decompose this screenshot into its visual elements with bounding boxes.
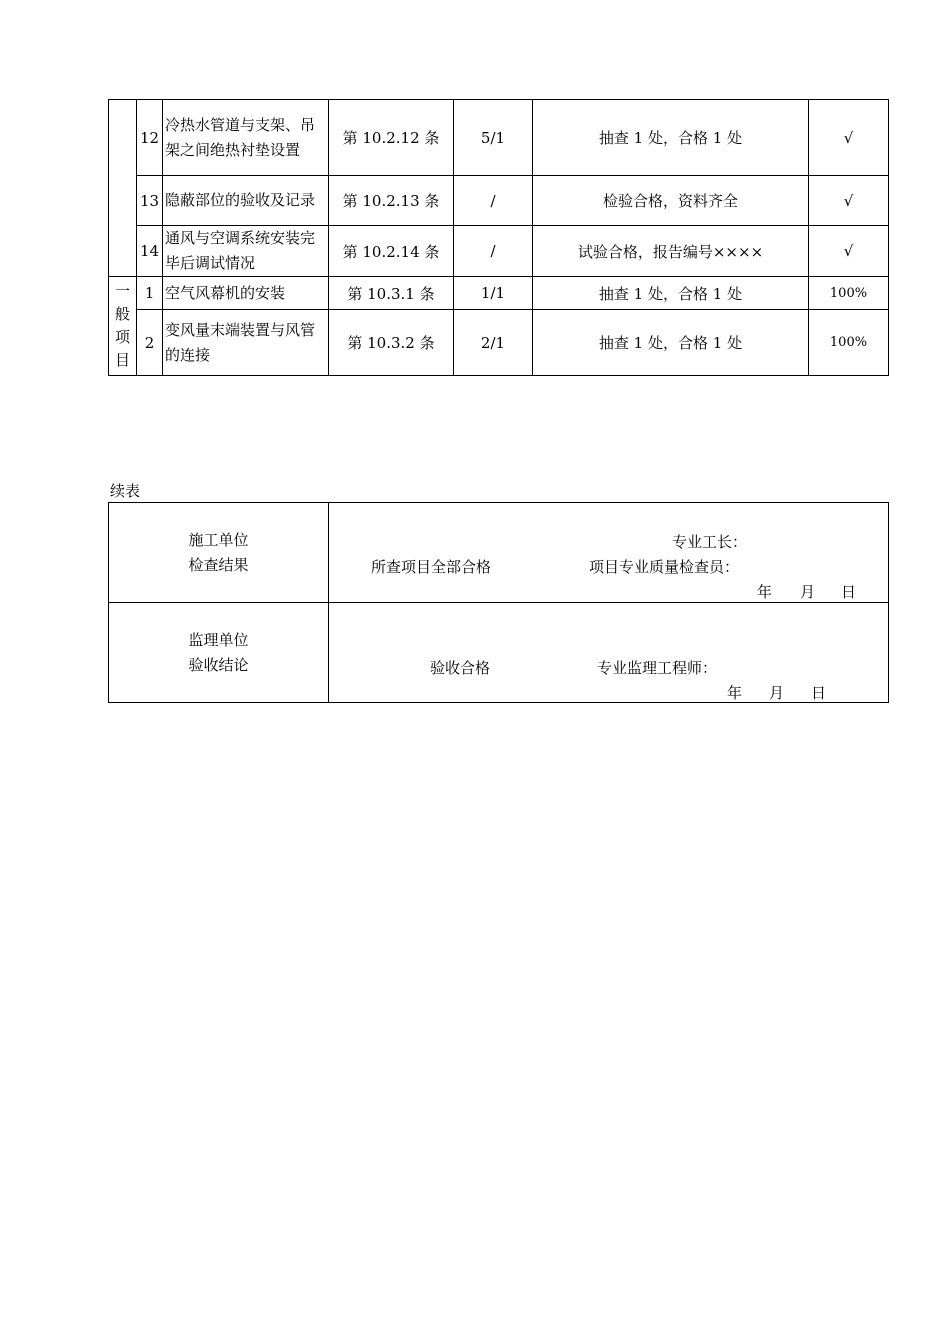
label-line: 施工单位 bbox=[188, 530, 249, 549]
label-line: 验收结论 bbox=[188, 655, 249, 674]
supervision-row bbox=[109, 603, 889, 703]
item-name: 变风量末端装置与风管的连接 bbox=[163, 310, 329, 376]
construction-result-cell bbox=[329, 503, 889, 603]
supervision-label bbox=[109, 603, 329, 703]
main-group-cell bbox=[109, 100, 137, 277]
date-month: 月 bbox=[769, 684, 785, 702]
supervision-result-cell bbox=[329, 603, 889, 703]
row-number: 1 bbox=[137, 277, 163, 310]
row-number: 2 bbox=[137, 310, 163, 376]
group-char: 项 bbox=[114, 328, 130, 346]
row-number: 12 bbox=[137, 100, 163, 176]
group-char: 一 bbox=[114, 282, 130, 300]
construction-result: 所查项目全部合格 bbox=[371, 558, 492, 576]
item-name: 冷热水管道与支架、吊架之间绝热衬垫设置 bbox=[163, 100, 329, 176]
clause-ref: 第 10.2.12 条 bbox=[329, 100, 454, 176]
group-char: 般 bbox=[114, 305, 130, 323]
pass-rate: 100% bbox=[809, 277, 889, 310]
inspection-table bbox=[108, 99, 889, 376]
inspection-record: 检验合格，资料齐全 bbox=[533, 176, 809, 226]
supervising-engineer-label: 专业监理工程师： bbox=[597, 659, 718, 677]
sample-ratio: / bbox=[454, 226, 533, 277]
clause-ref: 第 10.3.1 条 bbox=[329, 277, 454, 310]
date-year: 年 bbox=[757, 583, 773, 601]
inspection-record: 抽查 1 处，合格 1 处 bbox=[533, 277, 809, 310]
date-month: 月 bbox=[800, 583, 816, 601]
table-row bbox=[109, 100, 889, 176]
table-row bbox=[109, 176, 889, 226]
clause-ref: 第 10.2.14 条 bbox=[329, 226, 454, 277]
group-char: 目 bbox=[114, 351, 130, 369]
sample-ratio: 2/1 bbox=[454, 310, 533, 376]
clause-ref: 第 10.3.2 条 bbox=[329, 310, 454, 376]
sample-ratio: 5/1 bbox=[454, 100, 533, 176]
item-name: 隐蔽部位的验收及记录 bbox=[163, 176, 329, 226]
date-day: 日 bbox=[811, 684, 827, 702]
label-line: 检查结果 bbox=[188, 555, 249, 574]
clause-ref: 第 10.2.13 条 bbox=[329, 176, 454, 226]
item-name: 空气风幕机的安装 bbox=[163, 277, 329, 310]
result-mark: √ bbox=[809, 176, 889, 226]
row-number: 13 bbox=[137, 176, 163, 226]
result-mark: √ bbox=[809, 226, 889, 277]
general-group-cell bbox=[109, 277, 137, 376]
quality-inspector-label: 项目专业质量检查员： bbox=[589, 558, 740, 576]
item-name: 通风与空调系统安装完毕后调试情况 bbox=[163, 226, 329, 277]
foreman-label: 专业工长： bbox=[672, 533, 748, 551]
table-row bbox=[109, 226, 889, 277]
inspection-record: 试验合格，报告编号×××× bbox=[533, 226, 809, 277]
inspection-record: 抽查 1 处，合格 1 处 bbox=[533, 100, 809, 176]
construction-label bbox=[109, 503, 329, 603]
table-row bbox=[109, 277, 889, 310]
supervision-result: 验收合格 bbox=[430, 659, 491, 677]
construction-row bbox=[109, 503, 889, 603]
sample-ratio: 1/1 bbox=[454, 277, 533, 310]
label-line: 监理单位 bbox=[188, 630, 249, 649]
table-row bbox=[109, 310, 889, 376]
signoff-table bbox=[108, 502, 889, 703]
inspection-record: 抽查 1 处，合格 1 处 bbox=[533, 310, 809, 376]
date-day: 日 bbox=[841, 583, 857, 601]
sample-ratio: / bbox=[454, 176, 533, 226]
continuation-label: 续表 bbox=[110, 482, 141, 500]
date-year: 年 bbox=[727, 684, 743, 702]
result-mark: √ bbox=[809, 100, 889, 176]
row-number: 14 bbox=[137, 226, 163, 277]
pass-rate: 100% bbox=[809, 310, 889, 376]
